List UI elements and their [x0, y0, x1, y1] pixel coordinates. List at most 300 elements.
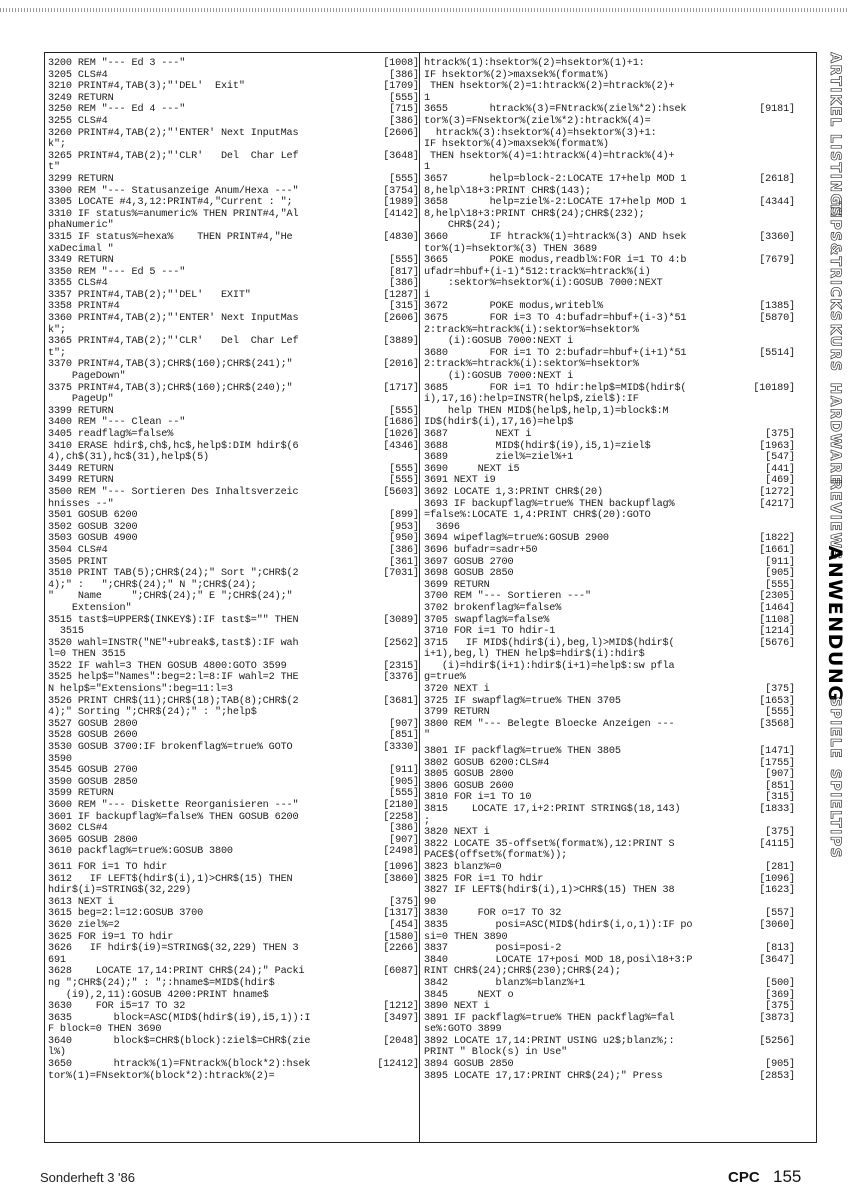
code-line — [424, 827, 797, 839]
code-line — [48, 885, 421, 897]
checksum: [386] — [389, 115, 419, 127]
code-line — [424, 371, 797, 383]
checksum: [1287] — [383, 289, 419, 301]
code-text: 3315 IF status%=hexa% THEN PRINT#4,"He — [48, 231, 293, 243]
code-line — [424, 638, 797, 650]
code-text: 3590 GOSUB 2850 — [48, 776, 138, 788]
checksum: [4115] — [759, 838, 795, 850]
code-text: 3640 block$=CHR$(block):ziel$=CHR$(zie — [48, 1035, 311, 1047]
code-text: 3358 PRINT#4 — [48, 301, 120, 313]
code-text: 3503 GOSUB 4900 — [48, 533, 138, 545]
checksum: [5603] — [383, 486, 419, 498]
code-line — [48, 452, 421, 464]
checksum: [386] — [389, 823, 419, 835]
code-line — [424, 510, 797, 522]
section-tabs — [821, 48, 848, 858]
code-text: 3895 LOCATE 17,17:PRINT CHR$(24);" Press — [424, 1070, 663, 1082]
section-tab-label: REVIEWS — [826, 479, 843, 561]
code-line — [424, 58, 797, 70]
code-text: 3800 REM "--- Belegte Bloecke Anzeigen --- — [424, 718, 675, 730]
checksum: [469] — [765, 475, 795, 487]
checksum: [2180] — [383, 800, 419, 811]
code-text: 3891 IF packflag%=true% THEN packflag%=fal — [424, 1012, 675, 1024]
code-line — [424, 313, 797, 325]
code-text: 3522 IF wahl=3 THEN GOSUB 4800:GOTO 3599 — [48, 660, 287, 672]
code-text: 3705 swapflag%=false% — [424, 614, 550, 626]
code-line — [48, 464, 421, 476]
code-line — [424, 174, 797, 186]
checksum: [2266] — [383, 943, 419, 955]
code-line — [48, 846, 421, 858]
code-text: 4);" : ";CHR$(24);" N ";CHR$(24); — [48, 579, 257, 591]
checksum: [1096] — [383, 861, 419, 873]
code-text: 3250 REM "--- Ed 4 ---" — [48, 104, 186, 116]
code-text: 3799 RETURN — [424, 707, 490, 719]
section-tab-label: TIPS&TRICKS — [826, 201, 843, 323]
code-line — [48, 557, 421, 569]
code-text: :sektor%=hsektor%(i):GOSUB 7000:NEXT — [424, 278, 663, 290]
code-line — [48, 943, 421, 955]
code-line — [424, 591, 797, 603]
code-text: 3545 GOSUB 2700 — [48, 765, 138, 777]
code-text: 3349 RETURN — [48, 255, 114, 267]
code-text: 1 — [424, 92, 430, 104]
code-text: si=0 THEN 3890 — [424, 931, 508, 943]
code-line — [48, 267, 421, 279]
code-line — [48, 220, 421, 232]
code-text: 3504 CLS#4 — [48, 544, 108, 556]
section-tab — [821, 382, 848, 486]
code-line — [424, 244, 797, 256]
code-line — [424, 406, 797, 418]
code-line — [424, 197, 797, 209]
code-text: 3399 RETURN — [48, 405, 114, 417]
code-line — [48, 1059, 421, 1071]
code-line — [48, 719, 421, 731]
code-line — [424, 417, 797, 429]
checksum: [10189] — [753, 382, 795, 394]
code-text: 3692 LOCATE 1,3:PRINT CHR$(20) — [424, 486, 603, 498]
code-text: 3830 FOR o=17 TO 32 — [424, 908, 562, 920]
code-text: 3696 — [424, 521, 460, 533]
code-text: 3360 PRINT#4,TAB(2);"'ENTER' Next InputMas — [48, 313, 299, 325]
checksum: [1214] — [759, 626, 795, 638]
code-line — [424, 348, 797, 360]
code-text: 3300 REM "--- Statusanzeige Anum/Hexa ---" — [48, 185, 299, 197]
code-text: 3526 PRINT CHR$(11);CHR$(18);TAB(8);CHR$(2 — [48, 695, 299, 707]
code-line — [424, 804, 797, 816]
checksum: [441] — [765, 463, 795, 475]
code-text: 3528 GOSUB 2600 — [48, 730, 138, 742]
checksum: [1833] — [759, 804, 795, 815]
code-line — [424, 1059, 797, 1071]
checksum: [851] — [389, 730, 419, 742]
checksum: [907] — [765, 769, 795, 781]
code-line — [424, 104, 797, 116]
code-text: IF hsektor%(2)>maxsek%(format%) — [424, 69, 609, 81]
code-line — [424, 499, 797, 511]
checksum: [1989] — [383, 197, 419, 209]
code-line — [48, 684, 421, 696]
code-text: 3265 PRINT#4,TAB(2);"'CLR' Del Char Lef — [48, 150, 299, 162]
code-line — [424, 220, 797, 232]
code-text: 3520 wahl=INSTR("NE"+ubreak$,tast$):IF wah — [48, 637, 299, 649]
code-text: 3675 FOR i=3 TO 4:bufadr=hbuf+(i-3)*51 — [424, 313, 687, 325]
code-line — [424, 336, 797, 348]
code-line — [424, 897, 797, 909]
code-line — [48, 800, 421, 812]
checksum: [905] — [389, 776, 419, 788]
code-text: 2:track%=htrack%(i):sektor%=hsektor% — [424, 359, 639, 371]
checksum: [454] — [389, 919, 419, 931]
code-text: 3525 help$="Names":beg=2:l=8:IF wahl=2 THE — [48, 672, 299, 684]
checksum: [3889] — [383, 336, 419, 348]
code-text: 4);" Sorting ";CHR$(24);" : ";help$ — [48, 707, 257, 719]
code-line — [48, 197, 421, 209]
code-line — [48, 81, 421, 93]
code-text: 3350 REM "--- Ed 5 ---" — [48, 266, 186, 278]
checksum: [1471] — [759, 746, 795, 758]
code-line — [424, 1001, 797, 1013]
code-line — [424, 580, 797, 592]
code-line — [48, 649, 421, 661]
code-line — [424, 730, 797, 742]
code-text: PRINT " Block(s) in Use" — [424, 1047, 568, 1059]
code-text: tor%(3)=FNsektor%(ziel%*2):htrack%(4)= — [424, 115, 651, 127]
code-text: IF hsektor%(4)>maxsek%(format%) — [424, 139, 609, 151]
code-text: PageUp" — [48, 394, 114, 406]
section-tab — [821, 768, 848, 860]
code-line — [424, 151, 797, 163]
code-line — [424, 452, 797, 464]
checksum: [386] — [389, 69, 419, 81]
code-text: N help$="Extensions":beg=11:l=3 — [48, 684, 233, 696]
code-text: 3890 NEXT i — [424, 1001, 490, 1013]
code-line — [48, 174, 421, 186]
code-line — [424, 661, 797, 673]
code-line — [48, 371, 421, 383]
code-text: 3894 GOSUB 2850 — [424, 1059, 514, 1071]
code-text: t" — [48, 162, 60, 174]
code-line — [424, 792, 797, 804]
checksum: [2606] — [383, 313, 419, 325]
checksum: [2562] — [383, 637, 419, 649]
checksum: [7679] — [759, 255, 795, 267]
code-line — [48, 897, 421, 909]
checksum: [950] — [389, 533, 419, 545]
checksum: [2498] — [383, 846, 419, 858]
code-line — [48, 823, 421, 835]
code-text: (i):GOSUB 7000:NEXT i — [424, 336, 574, 348]
code-line — [48, 1036, 421, 1048]
code-text: ID$(hdir$(i),17,16)=help$ — [424, 417, 574, 429]
code-text: se%:GOTO 3899 — [424, 1024, 502, 1036]
checksum: [1709] — [383, 81, 419, 93]
code-text: 3365 PRINT#4,TAB(2);"'CLR' Del Char Lef — [48, 336, 299, 348]
code-line — [48, 1047, 421, 1059]
code-line — [424, 81, 797, 93]
code-line — [48, 186, 421, 198]
code-text: help THEN MID$(help$,help,1)=block$:M — [424, 405, 669, 417]
code-text: 3410 ERASE hdir$,ch$,hc$,help$:DIM hdir$(6 — [48, 440, 299, 452]
code-line — [424, 70, 797, 82]
code-text: i — [424, 289, 430, 301]
code-line — [48, 615, 421, 627]
code-text: 3310 IF status%=anumeric% THEN PRINT#4,"Al — [48, 208, 299, 220]
code-text: 3892 LOCATE 17,14:PRINT USING u2$;blanz%;: — [424, 1035, 675, 1047]
code-text: 3693 IF backupflag%=true% THEN backupflag% — [424, 498, 675, 510]
code-text: 3500 REM "--- Sortieren Des Inhaltsverzeic — [48, 486, 299, 498]
code-line — [48, 348, 421, 360]
code-text: 2:track%=htrack%(i):sektor%=hsektor% — [424, 324, 639, 336]
code-text: 3305 LOCATE #4,3,12:PRINT#4,"Current : "; — [48, 197, 293, 209]
issue-label: Sonderheft 3 '86 — [40, 1170, 135, 1185]
checksum: [555] — [765, 579, 795, 591]
code-line — [424, 267, 797, 279]
code-line — [424, 441, 797, 453]
code-text: 3825 FOR i=1 TO hdir — [424, 873, 544, 885]
code-line — [424, 626, 797, 638]
code-line — [48, 336, 421, 348]
code-line — [424, 943, 797, 955]
checksum: [3376] — [383, 672, 419, 684]
code-line — [48, 116, 421, 128]
code-line — [424, 978, 797, 990]
code-line — [424, 615, 797, 627]
code-line — [424, 301, 797, 313]
checksum: [3360] — [759, 231, 795, 243]
code-text: 3590 — [48, 753, 72, 765]
checksum: [2606] — [383, 127, 419, 139]
section-tab — [821, 545, 848, 703]
code-line — [424, 1036, 797, 1048]
code-text: 3801 IF packflag%=true% THEN 3805 — [424, 746, 621, 758]
code-text: phaNumeric" — [48, 220, 114, 232]
code-text: 3725 IF swapflag%=true% THEN 3705 — [424, 695, 621, 707]
code-text: k"; — [48, 324, 66, 336]
code-line — [48, 475, 421, 487]
code-text: 3502 GOSUB 3200 — [48, 521, 138, 533]
code-line — [424, 464, 797, 476]
code-line — [48, 394, 421, 406]
section-tab — [821, 306, 848, 390]
code-text: 3820 NEXT i — [424, 827, 490, 839]
code-line — [424, 816, 797, 828]
code-line — [48, 244, 421, 256]
code-text: 3672 POKE modus,writebl% — [424, 301, 603, 313]
checksum: [3568] — [759, 718, 795, 730]
code-line — [424, 1024, 797, 1036]
code-text: 3610 packflag%=true%:GOSUB 3800 — [48, 846, 233, 858]
code-text: 1 — [424, 162, 430, 174]
code-line — [424, 209, 797, 221]
code-line — [424, 839, 797, 851]
checksum: [1580] — [383, 931, 419, 943]
code-text: 3655 htrack%(3)=FNtrack%(ziel%*2):hsek — [424, 104, 687, 116]
code-text: (i):GOSUB 7000:NEXT i — [424, 371, 574, 383]
checksum: [369] — [765, 989, 795, 1001]
code-line — [48, 545, 421, 557]
code-text: 3620 ziel%=2 — [48, 919, 120, 931]
code-line — [424, 746, 797, 758]
code-text: 3822 LOCATE 35-offset%(format%),12:PRINT S — [424, 838, 675, 850]
code-text: 3815 LOCATE 17,i+2:PRINT STRING$(18,143) — [424, 804, 681, 815]
code-text: 3698 GOSUB 2850 — [424, 568, 514, 580]
checksum: [500] — [765, 977, 795, 989]
checksum: [2016] — [383, 359, 419, 371]
code-text: 3613 NEXT i — [48, 896, 114, 908]
code-line — [48, 93, 421, 105]
checksum: [817] — [389, 266, 419, 278]
code-line — [48, 533, 421, 545]
code-line — [48, 1001, 421, 1013]
code-line — [48, 580, 421, 592]
code-text: t"; — [48, 347, 66, 359]
magazine-brand: CPC — [728, 1169, 760, 1186]
checksum: [3754] — [383, 185, 419, 197]
checksum: [4217] — [759, 498, 795, 510]
checksum: [1385] — [759, 301, 795, 313]
checksum: [1108] — [759, 614, 795, 626]
code-text: " — [424, 730, 430, 742]
checksum: [3330] — [383, 742, 419, 754]
code-line — [48, 313, 421, 325]
checksum: [6087] — [383, 966, 419, 978]
code-line — [424, 1071, 797, 1083]
code-text: 3449 RETURN — [48, 463, 114, 475]
code-text: 691 — [48, 954, 66, 966]
section-tab-label: SPIELTIPS — [826, 768, 843, 860]
checksum: [907] — [389, 834, 419, 846]
checksum: [1755] — [759, 757, 795, 769]
code-text: 3802 GOSUB 6200:CLS#4 — [424, 757, 550, 769]
code-text: 3699 RETURN — [424, 579, 490, 591]
code-line — [48, 209, 421, 221]
code-line — [48, 638, 421, 650]
listing-column-left — [48, 58, 421, 1082]
code-line — [48, 908, 421, 920]
code-text: 3680 FOR i=1 TO 2:bufadr=hbuf+(i+1)*51 — [424, 347, 687, 359]
checksum: [1212] — [383, 1001, 419, 1013]
checksum: [2048] — [383, 1035, 419, 1047]
checksum: [281] — [765, 861, 795, 873]
listing-column-right — [424, 58, 797, 1082]
checksum: [1272] — [759, 486, 795, 498]
code-line — [48, 812, 421, 824]
code-line — [424, 672, 797, 684]
code-text: 3260 PRINT#4,TAB(2);"'ENTER' Next InputMas — [48, 127, 299, 139]
code-text: 3842 blanz%=blanz%+1 — [424, 977, 586, 989]
code-text: PageDown" — [48, 371, 126, 383]
checksum: [5256] — [759, 1035, 795, 1047]
checksum: [1623] — [759, 885, 795, 897]
section-tab-label: ARTIKEL — [826, 52, 843, 128]
code-text: 3837 posi=posi-2 — [424, 943, 562, 955]
checksum: [555] — [389, 475, 419, 487]
code-text: 8,help\18+3:PRINT CHR$(24);CHR$(232); — [424, 208, 645, 220]
checksum: [1963] — [759, 440, 795, 452]
code-line — [424, 955, 797, 967]
code-line — [424, 93, 797, 105]
code-text: 3823 blanz%=0 — [424, 861, 502, 873]
code-text: 3615 beg=2:l=12:GOSUB 3700 — [48, 908, 204, 920]
checksum: [547] — [765, 452, 795, 464]
checksum: [7031] — [383, 568, 419, 580]
checksum: [375] — [765, 827, 795, 839]
code-text: hdir$(i)=STRING$(32,229) — [48, 885, 192, 897]
code-text: 3357 PRINT#4,TAB(2);"'DEL' EXIT" — [48, 289, 251, 301]
checksum: [5514] — [759, 347, 795, 359]
code-line — [424, 966, 797, 978]
section-tab-label: SPIELE — [826, 696, 843, 760]
code-line — [424, 1047, 797, 1059]
code-line — [48, 1013, 421, 1025]
code-text: CHR$(24); — [424, 220, 502, 232]
checksum: [2618] — [759, 173, 795, 185]
code-line — [424, 278, 797, 290]
checksum: [1653] — [759, 695, 795, 707]
code-text: xaDecimal " — [48, 243, 114, 255]
code-line — [424, 232, 797, 244]
code-text: tor%(1)=FNsektor%(block*2):htrack%(2)= — [48, 1070, 275, 1082]
checksum: [4346] — [383, 440, 419, 452]
code-text: 3601 IF backupflag%=false% THEN GOSUB 6200 — [48, 811, 299, 823]
code-text: 3400 REM "--- Clean --" — [48, 417, 186, 429]
code-line — [48, 58, 421, 70]
code-line — [48, 232, 421, 244]
code-line — [424, 769, 797, 781]
code-text: 90 — [424, 896, 436, 908]
code-line — [424, 162, 797, 174]
section-tab — [821, 201, 848, 323]
code-text: Extension" — [48, 602, 132, 614]
checksum: [375] — [765, 429, 795, 440]
checksum: [555] — [389, 405, 419, 417]
code-line — [424, 533, 797, 545]
checksum: [1661] — [759, 544, 795, 556]
section-tab-label: LISTINGS — [826, 133, 843, 219]
code-line — [48, 661, 421, 673]
code-text: 3605 GOSUB 2800 — [48, 834, 138, 846]
code-line — [424, 649, 797, 661]
code-text: 3611 FOR i=1 TO hdir — [48, 861, 168, 873]
code-line — [48, 1071, 421, 1083]
checksum: [386] — [389, 278, 419, 290]
checksum: [375] — [765, 684, 795, 696]
checksum: [375] — [765, 1001, 795, 1013]
code-text: ng ";CHR$(24);" : ";:hname$=MID$(hdir$ — [48, 977, 275, 989]
code-line — [48, 499, 421, 511]
code-line — [424, 603, 797, 615]
code-line — [48, 139, 421, 151]
checksum: [1026] — [383, 429, 419, 440]
code-text: 3702 brokenflag%=false% — [424, 602, 562, 614]
code-text: 3700 REM "--- Sortieren ---" — [424, 591, 591, 603]
code-line — [424, 920, 797, 932]
code-text: THEN hsektor%(2)=1:htrack%(2)=htrack%(2)+ — [424, 81, 675, 93]
code-line — [48, 835, 421, 847]
checksum: [3648] — [383, 150, 419, 162]
checksum: [905] — [765, 568, 795, 580]
code-text: 3510 PRINT TAB(5);CHR$(24);" Sort ";CHR$(2 — [48, 568, 299, 580]
code-text: (i9),2,11):GOSUB 4200:PRINT hname$ — [48, 989, 269, 1001]
code-text: 3630 FOR i5=17 TO 32 — [48, 1001, 186, 1013]
checksum: [907] — [389, 718, 419, 730]
checksum: [2853] — [759, 1070, 795, 1082]
code-line — [48, 70, 421, 82]
checksum: [315] — [765, 792, 795, 804]
code-line — [424, 290, 797, 302]
